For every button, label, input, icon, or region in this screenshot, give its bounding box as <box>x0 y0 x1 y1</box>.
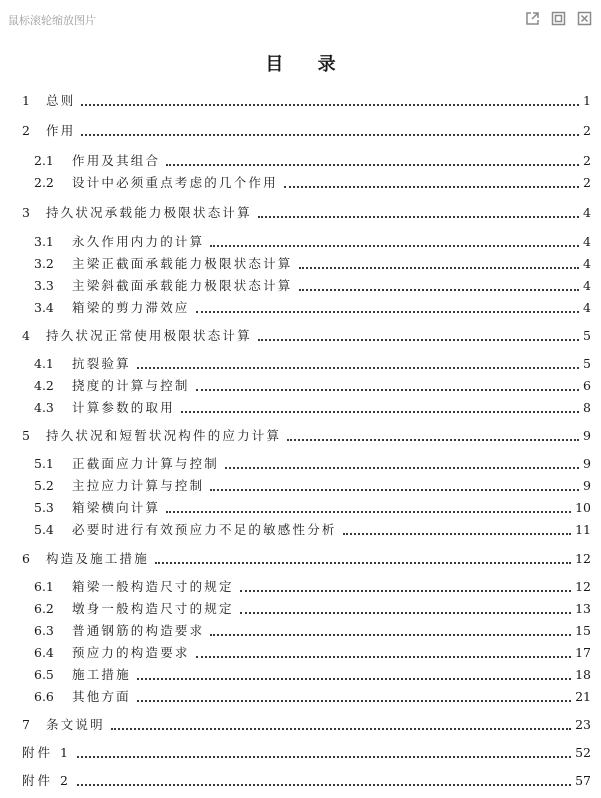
toc-entry-label: 普通钢筋的构造要求 <box>72 623 205 638</box>
dot-leader <box>343 532 571 535</box>
close-icon <box>577 11 592 26</box>
toc-entry-number: 1 <box>22 93 30 108</box>
toc-entry-page: 57 <box>575 773 591 788</box>
dot-leader <box>210 488 579 491</box>
toc-entry-page: 6 <box>583 378 591 393</box>
toc-entry-number: 7 <box>22 717 30 732</box>
toc-entry-label: 箱梁的剪力滞效应 <box>72 300 190 315</box>
dot-leader <box>137 677 571 680</box>
toc-entry-page: 2 <box>583 175 591 190</box>
toc-entry-label: 挠度的计算与控制 <box>72 378 190 393</box>
toc-entry-number: 6.4 <box>34 645 54 660</box>
toc-entry-page: 1 <box>583 93 591 108</box>
toc-entry-page: 2 <box>583 153 591 168</box>
toc-entry-label: 必要时进行有效预应力不足的敏感性分析 <box>72 522 337 537</box>
dot-leader <box>196 388 579 391</box>
toc-entry-label: 箱梁横向计算 <box>72 500 161 515</box>
maximize-icon <box>551 11 566 26</box>
toc-entry-number: 3.2 <box>34 256 54 271</box>
dot-leader <box>196 310 579 313</box>
toc-entry-number: 4.1 <box>34 356 54 371</box>
viewer-controls <box>524 10 593 27</box>
toc-entry <box>0 394 601 416</box>
toc-entry <box>0 117 601 139</box>
toc-entry-label: 预应力的构造要求 <box>72 645 190 660</box>
toc-entry-page: 21 <box>575 689 591 704</box>
toc-entry-number: 6.3 <box>34 623 54 638</box>
dot-leader <box>196 655 571 658</box>
toc-entry <box>0 272 601 294</box>
zoom-hint: 鼠标滚轮缩放图片 <box>8 14 96 27</box>
toc-entry-label: 主梁斜截面承载能力极限状态计算 <box>72 278 293 293</box>
toc-entry-label: 抗裂验算 <box>72 356 131 371</box>
toc-entry-page: 5 <box>583 328 591 343</box>
toc-entry-number: 4.3 <box>34 400 54 415</box>
toc-entry <box>0 450 601 472</box>
toc-entry-page: 13 <box>575 601 591 616</box>
toc-entry-number: 5.4 <box>34 522 54 537</box>
toc-entry-label: 构造及施工措施 <box>46 551 149 566</box>
toc-entry-number: 2.1 <box>34 153 54 168</box>
dot-leader <box>258 215 579 218</box>
toc-entry <box>0 661 601 683</box>
toc-entry <box>0 739 601 761</box>
toc-entry-number: 3.3 <box>34 278 54 293</box>
dot-leader <box>299 288 580 291</box>
toc-entry-label: 作用 <box>46 123 76 138</box>
toc-entry-label: 施工措施 <box>72 667 131 682</box>
toc-entry <box>0 169 601 191</box>
toc-entry-label: 附件 2 <box>22 773 71 788</box>
toc-entry-label: 持久状况和短暂状况构件的应力计算 <box>46 428 282 443</box>
dot-leader <box>287 438 579 441</box>
toc-entry-number: 4.2 <box>34 378 54 393</box>
dot-leader <box>181 410 579 413</box>
toc-entry <box>0 87 601 109</box>
toc-entry <box>0 422 601 444</box>
dot-leader <box>81 133 579 136</box>
toc-entry-page: 9 <box>583 428 591 443</box>
toc-entry-page: 11 <box>575 522 591 537</box>
toc-entry <box>0 147 601 169</box>
toc-entry-number: 2 <box>22 123 30 138</box>
toc-entry <box>0 350 601 372</box>
toc-entry <box>0 545 601 567</box>
toc-entry-number: 6.1 <box>34 579 54 594</box>
toc-entry <box>0 767 601 789</box>
toc-entry <box>0 472 601 494</box>
toc-entry-label: 设计中必须重点考虑的几个作用 <box>72 175 278 190</box>
toc-entry <box>0 639 601 661</box>
toc-entry-number: 3.1 <box>34 234 54 249</box>
toc-entry-label: 主拉应力计算与控制 <box>72 478 205 493</box>
image-viewer-toolbar <box>0 0 601 36</box>
toc-entry-label: 箱梁一般构造尺寸的规定 <box>72 579 234 594</box>
toc-entry-number: 5.1 <box>34 456 54 471</box>
dot-leader <box>240 589 571 592</box>
dot-leader <box>81 103 579 106</box>
toc-entry-number: 6 <box>22 551 30 566</box>
toc-entry-page: 2 <box>583 123 591 138</box>
toc-entry <box>0 573 601 595</box>
close-button[interactable] <box>576 10 593 27</box>
toc-entry-page: 4 <box>583 205 591 220</box>
toc-entry-page: 52 <box>575 745 591 760</box>
toc-entry <box>0 516 601 538</box>
toc-entry-number: 4 <box>22 328 30 343</box>
toc-entry-label: 其他方面 <box>72 689 131 704</box>
toc-entry <box>0 228 601 250</box>
toc-entry-label: 主梁正截面承载能力极限状态计算 <box>72 256 293 271</box>
dot-leader <box>166 510 571 513</box>
toc-entry-page: 15 <box>575 623 591 638</box>
open-external-icon <box>525 11 540 26</box>
toc-entry <box>0 372 601 394</box>
toc-entry-page: 9 <box>583 478 591 493</box>
toc-entry-label: 附件 1 <box>22 745 71 760</box>
toc-entry-page: 4 <box>583 300 591 315</box>
toc-entry-label: 作用及其组合 <box>72 153 161 168</box>
toc-entry-number: 3.4 <box>34 300 54 315</box>
dot-leader <box>258 338 579 341</box>
dot-leader <box>155 561 571 564</box>
page-title: 目 录 <box>265 54 350 75</box>
toc-entry <box>0 250 601 272</box>
dot-leader <box>77 755 571 758</box>
toc-entry <box>0 595 601 617</box>
toc-entry-number: 2.2 <box>34 175 54 190</box>
toc-entry-page: 8 <box>583 400 591 415</box>
dot-leader <box>77 783 571 786</box>
toc-entry-page: 10 <box>575 500 591 515</box>
toc-entry-number: 6.5 <box>34 667 54 682</box>
toc-entry-page: 5 <box>583 356 591 371</box>
toc-entry-page: 17 <box>575 645 591 660</box>
toc-entry-number: 5.3 <box>34 500 54 515</box>
toc-entry <box>0 494 601 516</box>
toc-entry <box>0 711 601 733</box>
dot-leader <box>137 699 571 702</box>
dot-leader <box>240 611 571 614</box>
dot-leader <box>137 366 579 369</box>
toc-entry-label: 计算参数的取用 <box>72 400 175 415</box>
dot-leader <box>210 244 579 247</box>
toc-entry-label: 条文说明 <box>46 717 105 732</box>
toc-entry-page: 4 <box>583 234 591 249</box>
toc-entry-number: 6.6 <box>34 689 54 704</box>
maximize-button[interactable] <box>550 10 567 27</box>
dot-leader <box>299 266 580 269</box>
dot-leader <box>210 633 571 636</box>
toc-entry <box>0 683 601 705</box>
dot-leader <box>111 727 571 730</box>
toc-entry-number: 5 <box>22 428 30 443</box>
dot-leader <box>225 466 579 469</box>
toc-entry-number: 6.2 <box>34 601 54 616</box>
open-external-button[interactable] <box>524 10 541 27</box>
toc-entry <box>0 617 601 639</box>
toc-entry-label: 墩身一般构造尺寸的规定 <box>72 601 234 616</box>
toc-entry-page: 4 <box>583 256 591 271</box>
toc-entry-label: 总则 <box>46 93 76 108</box>
toc-entry-page: 12 <box>575 551 591 566</box>
toc-entry-page: 23 <box>575 717 591 732</box>
toc-entry-number: 3 <box>22 205 30 220</box>
toc-entry <box>0 199 601 221</box>
toc-entry-page: 18 <box>575 667 591 682</box>
toc-entry-label: 正截面应力计算与控制 <box>72 456 220 471</box>
toc-entry-page: 12 <box>575 579 591 594</box>
dot-leader <box>284 185 579 188</box>
toc-entry <box>0 294 601 316</box>
toc-entry-page: 4 <box>583 278 591 293</box>
toc-entry-number: 5.2 <box>34 478 54 493</box>
dot-leader <box>166 163 579 166</box>
toc-entry-label: 永久作用内力的计算 <box>72 234 205 249</box>
toc-entry <box>0 322 601 344</box>
toc-entry-label: 持久状况正常使用极限状态计算 <box>46 328 252 343</box>
toc-entry-page: 9 <box>583 456 591 471</box>
toc-entry-label: 持久状况承载能力极限状态计算 <box>46 205 252 220</box>
